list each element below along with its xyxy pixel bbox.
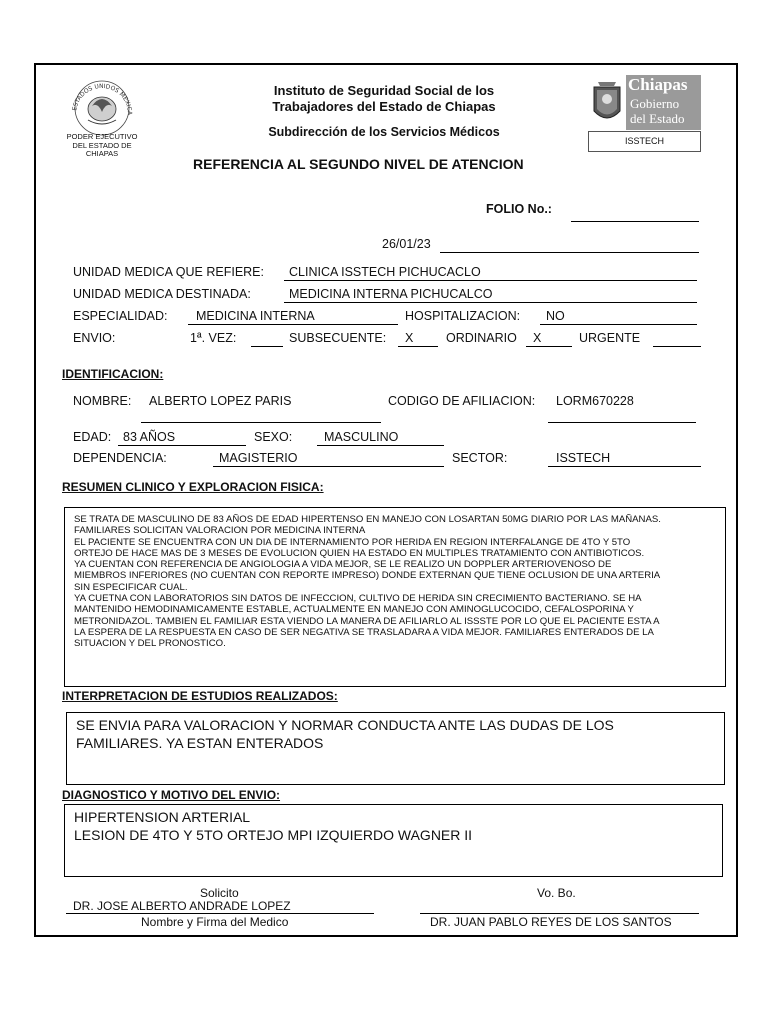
folio-field[interactable] [571, 207, 699, 222]
especialidad-field[interactable] [188, 309, 398, 325]
sexo-value: MASCULINO [324, 430, 399, 444]
unidad-destinada-label: UNIDAD MEDICA DESTINADA: [73, 287, 251, 301]
subsecuente-label: SUBSECUENTE: [289, 331, 387, 345]
hospitalizacion-field[interactable] [540, 309, 697, 325]
chiapas-logo-line1: Chiapas [628, 75, 688, 94]
ordinario-field[interactable] [526, 331, 572, 347]
codigo-label: CODIGO DE AFILIACION: [388, 394, 536, 408]
unidad-destinada-field[interactable] [284, 287, 697, 303]
dependencia-label: DEPENDENCIA: [73, 451, 167, 465]
isstech-tag-text: ISSTECH [624, 136, 664, 146]
edad-label: EDAD: [73, 430, 112, 444]
resumen-box[interactable] [64, 507, 726, 687]
ordinario-value: X [533, 331, 542, 345]
edad-value: 83 AÑOS [123, 430, 176, 444]
resumen-heading: RESUMEN CLINICO Y EXPLORACION FISICA: [62, 480, 324, 494]
especialidad-value: MEDICINA INTERNA [196, 309, 315, 323]
date-value: 26/01/23 [382, 237, 431, 251]
sexo-label: SEXO: [254, 430, 293, 444]
ordinario-label: ORDINARIO [446, 331, 517, 345]
interpretacion-text: SE ENVIA PARA VALORACION Y NORMAR CONDUCTA ANTE LAS DUDAS DE LOS FAMILIARES. YA ESTAN ENTERADOS [76, 717, 614, 751]
subsecuente-value: X [405, 331, 414, 345]
solicito-caption: Nombre y Firma del Medico [141, 915, 289, 929]
chiapas-logo [588, 75, 701, 153]
diagnostico-heading: DIAGNOSTICO Y MOTIVO DEL ENVIO: [62, 788, 281, 802]
left-logo-caption: PODER EJECUTIVO DEL ESTADO DE CHIAPAS [66, 132, 138, 158]
primera-vez-label: 1ª. VEZ: [190, 331, 237, 345]
dependencia-value: MAGISTERIO [219, 451, 298, 465]
codigo-value: LORM670228 [556, 394, 634, 408]
subsecuente-field[interactable] [398, 331, 438, 347]
institute-title-line2: Trabajadores del Estado de Chiapas [272, 99, 496, 114]
nombre-field[interactable] [141, 394, 381, 423]
vobo-label: Vo. Bo. [537, 886, 576, 900]
date-line [440, 238, 699, 253]
form-title: REFERENCIA AL SEGUNDO NIVEL DE ATENCION [193, 156, 524, 172]
primera-vez-field[interactable] [251, 331, 283, 347]
sector-value: ISSTECH [556, 451, 611, 465]
nombre-label: NOMBRE: [73, 394, 132, 408]
solicito-signature-line [66, 899, 374, 914]
sexo-field[interactable] [317, 430, 444, 446]
mexico-seal-icon [66, 76, 138, 136]
identificacion-heading: IDENTIFICACION: [62, 367, 164, 381]
nombre-value: ALBERTO LOPEZ PARIS [149, 394, 292, 408]
hospitalizacion-value: NO [546, 309, 565, 323]
unidad-refiere-field[interactable] [284, 265, 697, 281]
chiapas-logo-line2: Gobierno [630, 96, 680, 111]
hospitalizacion-label: HOSPITALIZACION: [405, 309, 521, 323]
codigo-field[interactable] [548, 394, 696, 423]
edad-field[interactable] [118, 430, 246, 446]
seal-ring-text: ESTADOS UNIDOS MEXICA [71, 82, 134, 116]
sector-label: SECTOR: [452, 451, 508, 465]
sector-field[interactable] [548, 451, 701, 467]
vobo-signature-line [420, 899, 699, 914]
chiapas-logo-line3: del Estado [630, 111, 685, 126]
especialidad-label: ESPECIALIDAD: [73, 309, 168, 323]
unidad-destinada-value: MEDICINA INTERNA PICHUCALCO [289, 287, 493, 301]
solicito-label: Solicito [200, 886, 239, 900]
institute-title-line1: Instituto de Seguridad Social de los [273, 83, 495, 98]
envio-label: ENVIO: [73, 331, 116, 345]
unidad-refiere-label: UNIDAD MEDICA QUE REFIERE: [73, 265, 264, 279]
diagnostico-box[interactable] [64, 804, 723, 877]
chiapas-shield-icon [588, 75, 626, 130]
subdireccion-title: Subdirección de los Servicios Médicos [268, 125, 500, 139]
solicito-name: DR. JOSE ALBERTO ANDRADE LOPEZ [73, 899, 291, 913]
unidad-refiere-value: CLINICA ISSTECH PICHUCACLO [289, 265, 481, 279]
resumen-text: SE TRATA DE MASCULINO DE 83 AÑOS DE EDAD HIPERTENSO EN MANEJO CON LOSARTAN 50MG DIARIO POR LAS MAÑANAS. FAMILIARES SOLICITAN VALORACION POR MEDICINA INTERNA EL PACIENTE SE ENCUENTRA CON UN DIA DE INTERNAMIENTO POR HERIDA EN REGION INTERFALANGE DE 4TO Y 5TO ORTEJO DE HACE MAS DE 3 MESES DE EVOLUCION QUIEN HA ESTADO EN MULTIPLES TRATAMIENTO CON ANTIBIOTICOS. YA CUENTAN CON REFERENCIA DE ANGIOLOGIA A VIDA MEJOR, SE LE REALIZO UN DOPPLER ARTERIOVENOSO DE MIEMBROS INFERIORES (NO CUENTAN CON REPORTE IMPRESO) DONDE EXTERNAN QUE TIENE OCLUSION DE UNA ARTERIA SIN ESPECIFICAR CUAL. YA CUETNA CON LABORATORIOS SIN DATOS DE INFECCION, CULTIVO DE HERIDA SIN CRECIMIENTO BACTERIANO. SE HA MANTENIDO HEMODINAMICAMENTE ESTABLE, ACTUALMENTE EN MANEJO CON AMINOGLUCOCIDO, CEFALOSPORINA Y METRONIDAZOL. TAMBIEN EL FAMILIAR ESTA VIENDO LA MANERA DE AFILIARLO AL ISSSTE POR LO QUE EL PACIENTE ESTA A LA ESPERA DE LA RESPUESTA EN CASO DE SER NEGATIVA SE TRASLADARA A VIDA MEJOR. FAMILIARES ENTERADOS DE LA SITUACION Y DEL PRONOSTICO. [74, 514, 661, 650]
dependencia-field[interactable] [213, 451, 444, 467]
urgente-field[interactable] [653, 331, 701, 347]
interpretacion-heading: INTERPRETACION DE ESTUDIOS REALIZADOS: [62, 689, 338, 703]
vobo-name: DR. JUAN PABLO REYES DE LOS SANTOS [430, 915, 672, 929]
interpretacion-box[interactable] [66, 712, 725, 785]
diagnostico-text: HIPERTENSION ARTERIAL LESION DE 4TO Y 5TO ORTEJO MPI IZQUIERDO WAGNER II [74, 809, 473, 843]
folio-label: FOLIO No.: [486, 202, 552, 216]
isstech-tag [588, 131, 701, 152]
urgente-label: URGENTE [579, 331, 641, 345]
